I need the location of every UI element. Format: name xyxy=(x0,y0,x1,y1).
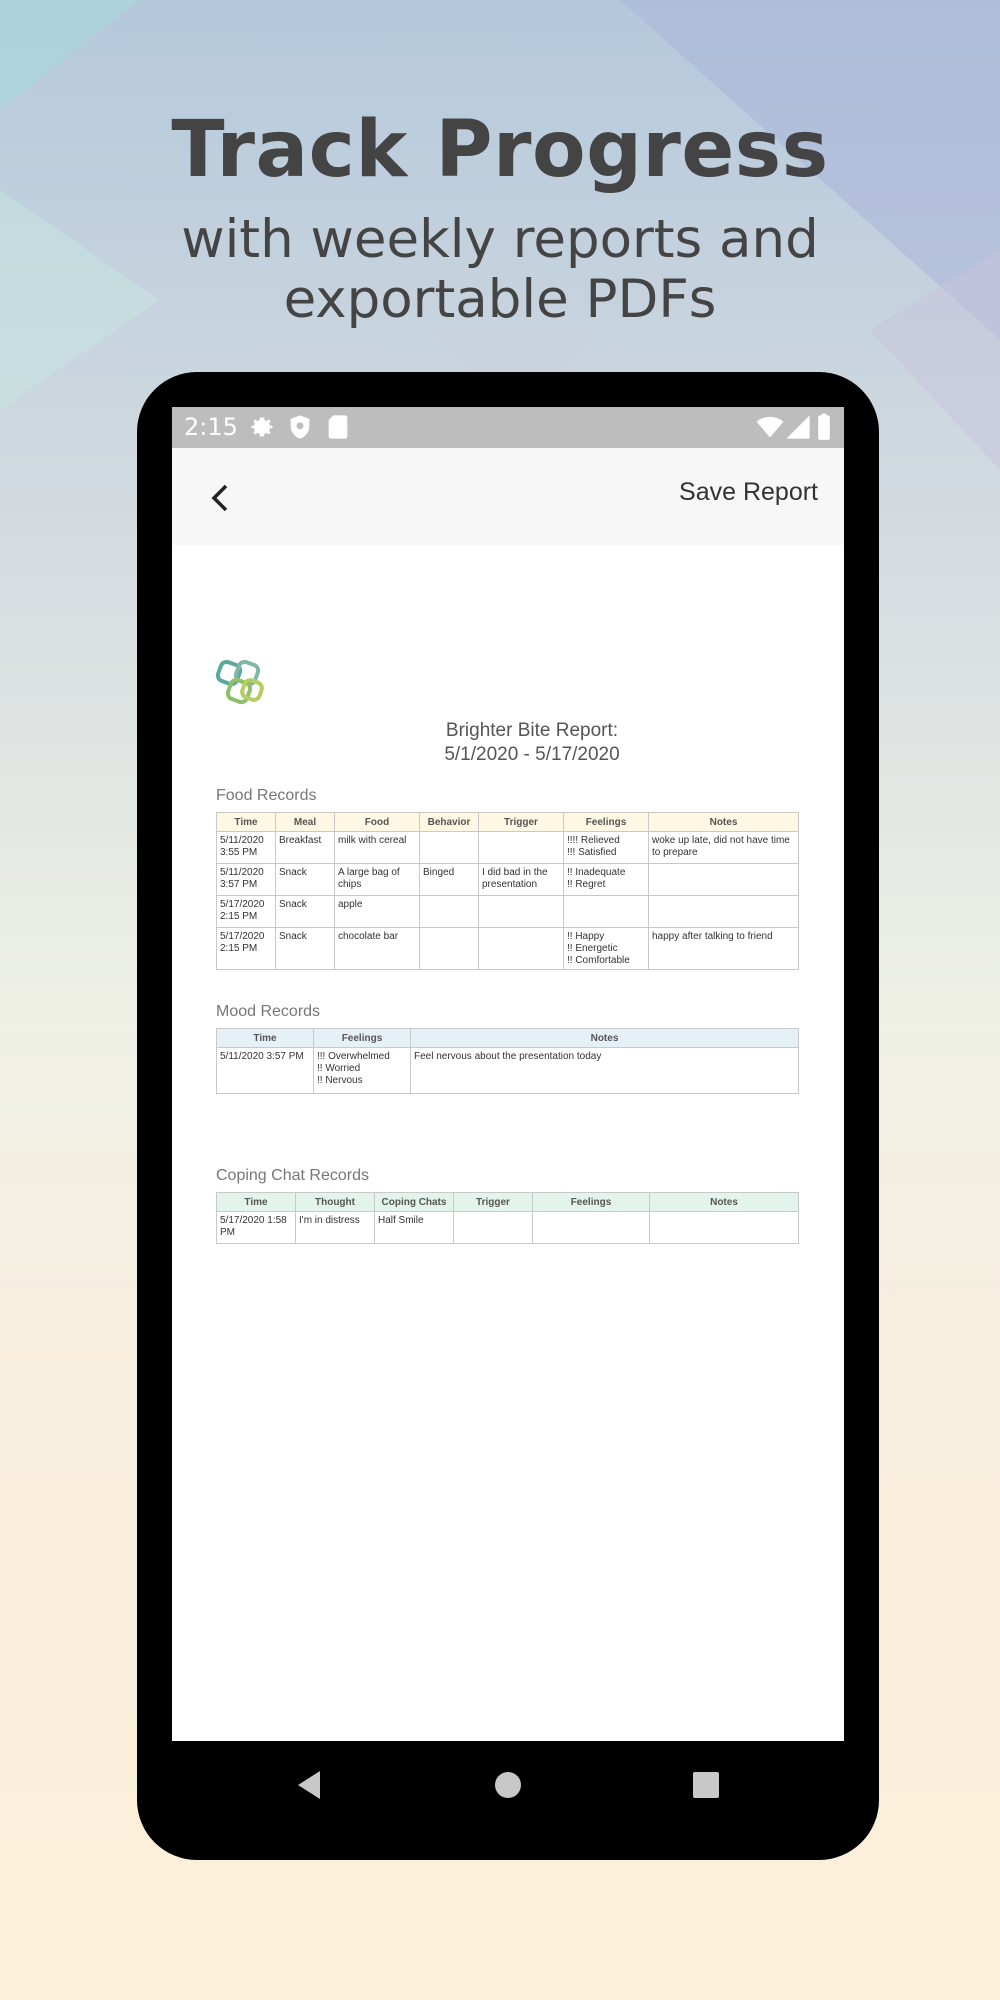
table-cell: apple xyxy=(335,896,420,928)
table-cell: milk with cereal xyxy=(335,832,420,864)
table-cell: !! Happy !! Energetic !! Comfortable xyxy=(564,928,649,970)
table-cell xyxy=(650,1212,799,1244)
table-cell xyxy=(649,896,799,928)
sd-card-icon xyxy=(324,413,352,441)
system-nav-bar xyxy=(172,1741,844,1829)
table-cell: 5/17/2020 1:58 PM xyxy=(217,1212,296,1244)
table-cell: Snack xyxy=(276,864,335,896)
column-header: Notes xyxy=(650,1193,799,1212)
table-cell: chocolate bar xyxy=(335,928,420,970)
food-records-table xyxy=(216,812,799,970)
column-header: Trigger xyxy=(479,813,564,832)
gear-icon xyxy=(248,413,276,441)
column-header: Notes xyxy=(411,1029,799,1048)
table-cell: I did bad in the presentation xyxy=(479,864,564,896)
table-cell: !! Inadequate !! Regret xyxy=(564,864,649,896)
column-header: Time xyxy=(217,1193,296,1212)
table-cell xyxy=(649,864,799,896)
table-cell: woke up late, did not have time to prepare xyxy=(649,832,799,864)
battery-icon xyxy=(810,413,838,441)
table-row xyxy=(217,1212,799,1244)
table-cell: 5/11/2020 3:57 PM xyxy=(217,864,276,896)
signal-icon xyxy=(784,413,812,441)
wifi-icon xyxy=(756,413,784,441)
status-bar xyxy=(172,407,844,448)
back-triangle-icon[interactable] xyxy=(290,1765,330,1805)
column-header: Food xyxy=(335,813,420,832)
home-circle-icon[interactable] xyxy=(488,1765,528,1805)
mood-records-title: Mood Records xyxy=(216,1003,321,1020)
column-header: Trigger xyxy=(454,1193,533,1212)
chevron-left-icon[interactable] xyxy=(202,478,242,518)
table-cell xyxy=(479,928,564,970)
table-cell: !!!! Relieved !!! Satisfied xyxy=(564,832,649,864)
coping-chat-records-table xyxy=(216,1192,799,1244)
table-cell: I'm in distress xyxy=(296,1212,375,1244)
table-row xyxy=(217,864,799,896)
table-cell: Binged xyxy=(420,864,479,896)
coping-table-header xyxy=(217,1193,799,1212)
column-header: Meal xyxy=(276,813,335,832)
column-header: Time xyxy=(217,1029,314,1048)
table-row xyxy=(217,1048,799,1094)
table-cell: 5/17/2020 2:15 PM xyxy=(217,928,276,970)
report-document xyxy=(172,545,844,1741)
table-cell xyxy=(420,928,479,970)
table-row xyxy=(217,832,799,864)
save-report-button[interactable]: Save Report xyxy=(679,478,818,506)
table-cell xyxy=(533,1212,650,1244)
column-header: Feelings xyxy=(533,1193,650,1212)
table-cell xyxy=(564,896,649,928)
food-records-title: Food Records xyxy=(216,787,317,804)
table-cell: happy after talking to friend xyxy=(649,928,799,970)
shield-icon xyxy=(286,413,314,441)
table-cell: Breakfast xyxy=(276,832,335,864)
table-cell xyxy=(479,896,564,928)
table-cell: 5/11/2020 3:55 PM xyxy=(217,832,276,864)
column-header: Coping Chats xyxy=(375,1193,454,1212)
column-header: Notes xyxy=(649,813,799,832)
report-date-range: 5/1/2020 - 5/17/2020 xyxy=(444,744,620,765)
column-header: Behavior xyxy=(420,813,479,832)
column-header: Thought xyxy=(296,1193,375,1212)
table-cell: !!! Overwhelmed !! Worried !! Nervous xyxy=(314,1048,411,1094)
promo-subline: with weekly reports and exportable PDFs xyxy=(181,209,819,330)
table-cell xyxy=(479,832,564,864)
column-header: Feelings xyxy=(314,1029,411,1048)
app-bar xyxy=(172,448,844,545)
table-cell: 5/11/2020 3:57 PM xyxy=(217,1048,314,1094)
table-cell: Snack xyxy=(276,896,335,928)
table-cell: Half Smile xyxy=(375,1212,454,1244)
table-cell xyxy=(420,832,479,864)
table-row xyxy=(217,928,799,970)
table-cell xyxy=(454,1212,533,1244)
table-cell: Feel nervous about the presentation today xyxy=(411,1048,799,1094)
table-cell: Snack xyxy=(276,928,335,970)
column-header: Feelings xyxy=(564,813,649,832)
phone-screen xyxy=(172,407,844,1741)
table-cell xyxy=(420,896,479,928)
coping-chat-records-title: Coping Chat Records xyxy=(216,1167,369,1184)
report-title: Brighter Bite Report: xyxy=(445,720,619,741)
brighter-bite-logo xyxy=(215,657,267,709)
mood-records-table xyxy=(216,1028,799,1094)
food-table-header xyxy=(217,813,799,832)
table-row xyxy=(217,896,799,928)
column-header: Time xyxy=(217,813,276,832)
table-cell: 5/17/2020 2:15 PM xyxy=(217,896,276,928)
status-time: 2:15 xyxy=(184,413,238,441)
promo-headline: Track Progress xyxy=(171,105,829,195)
table-cell: A large bag of chips xyxy=(335,864,420,896)
mood-table-header xyxy=(217,1029,799,1048)
recents-square-icon[interactable] xyxy=(686,1765,726,1805)
